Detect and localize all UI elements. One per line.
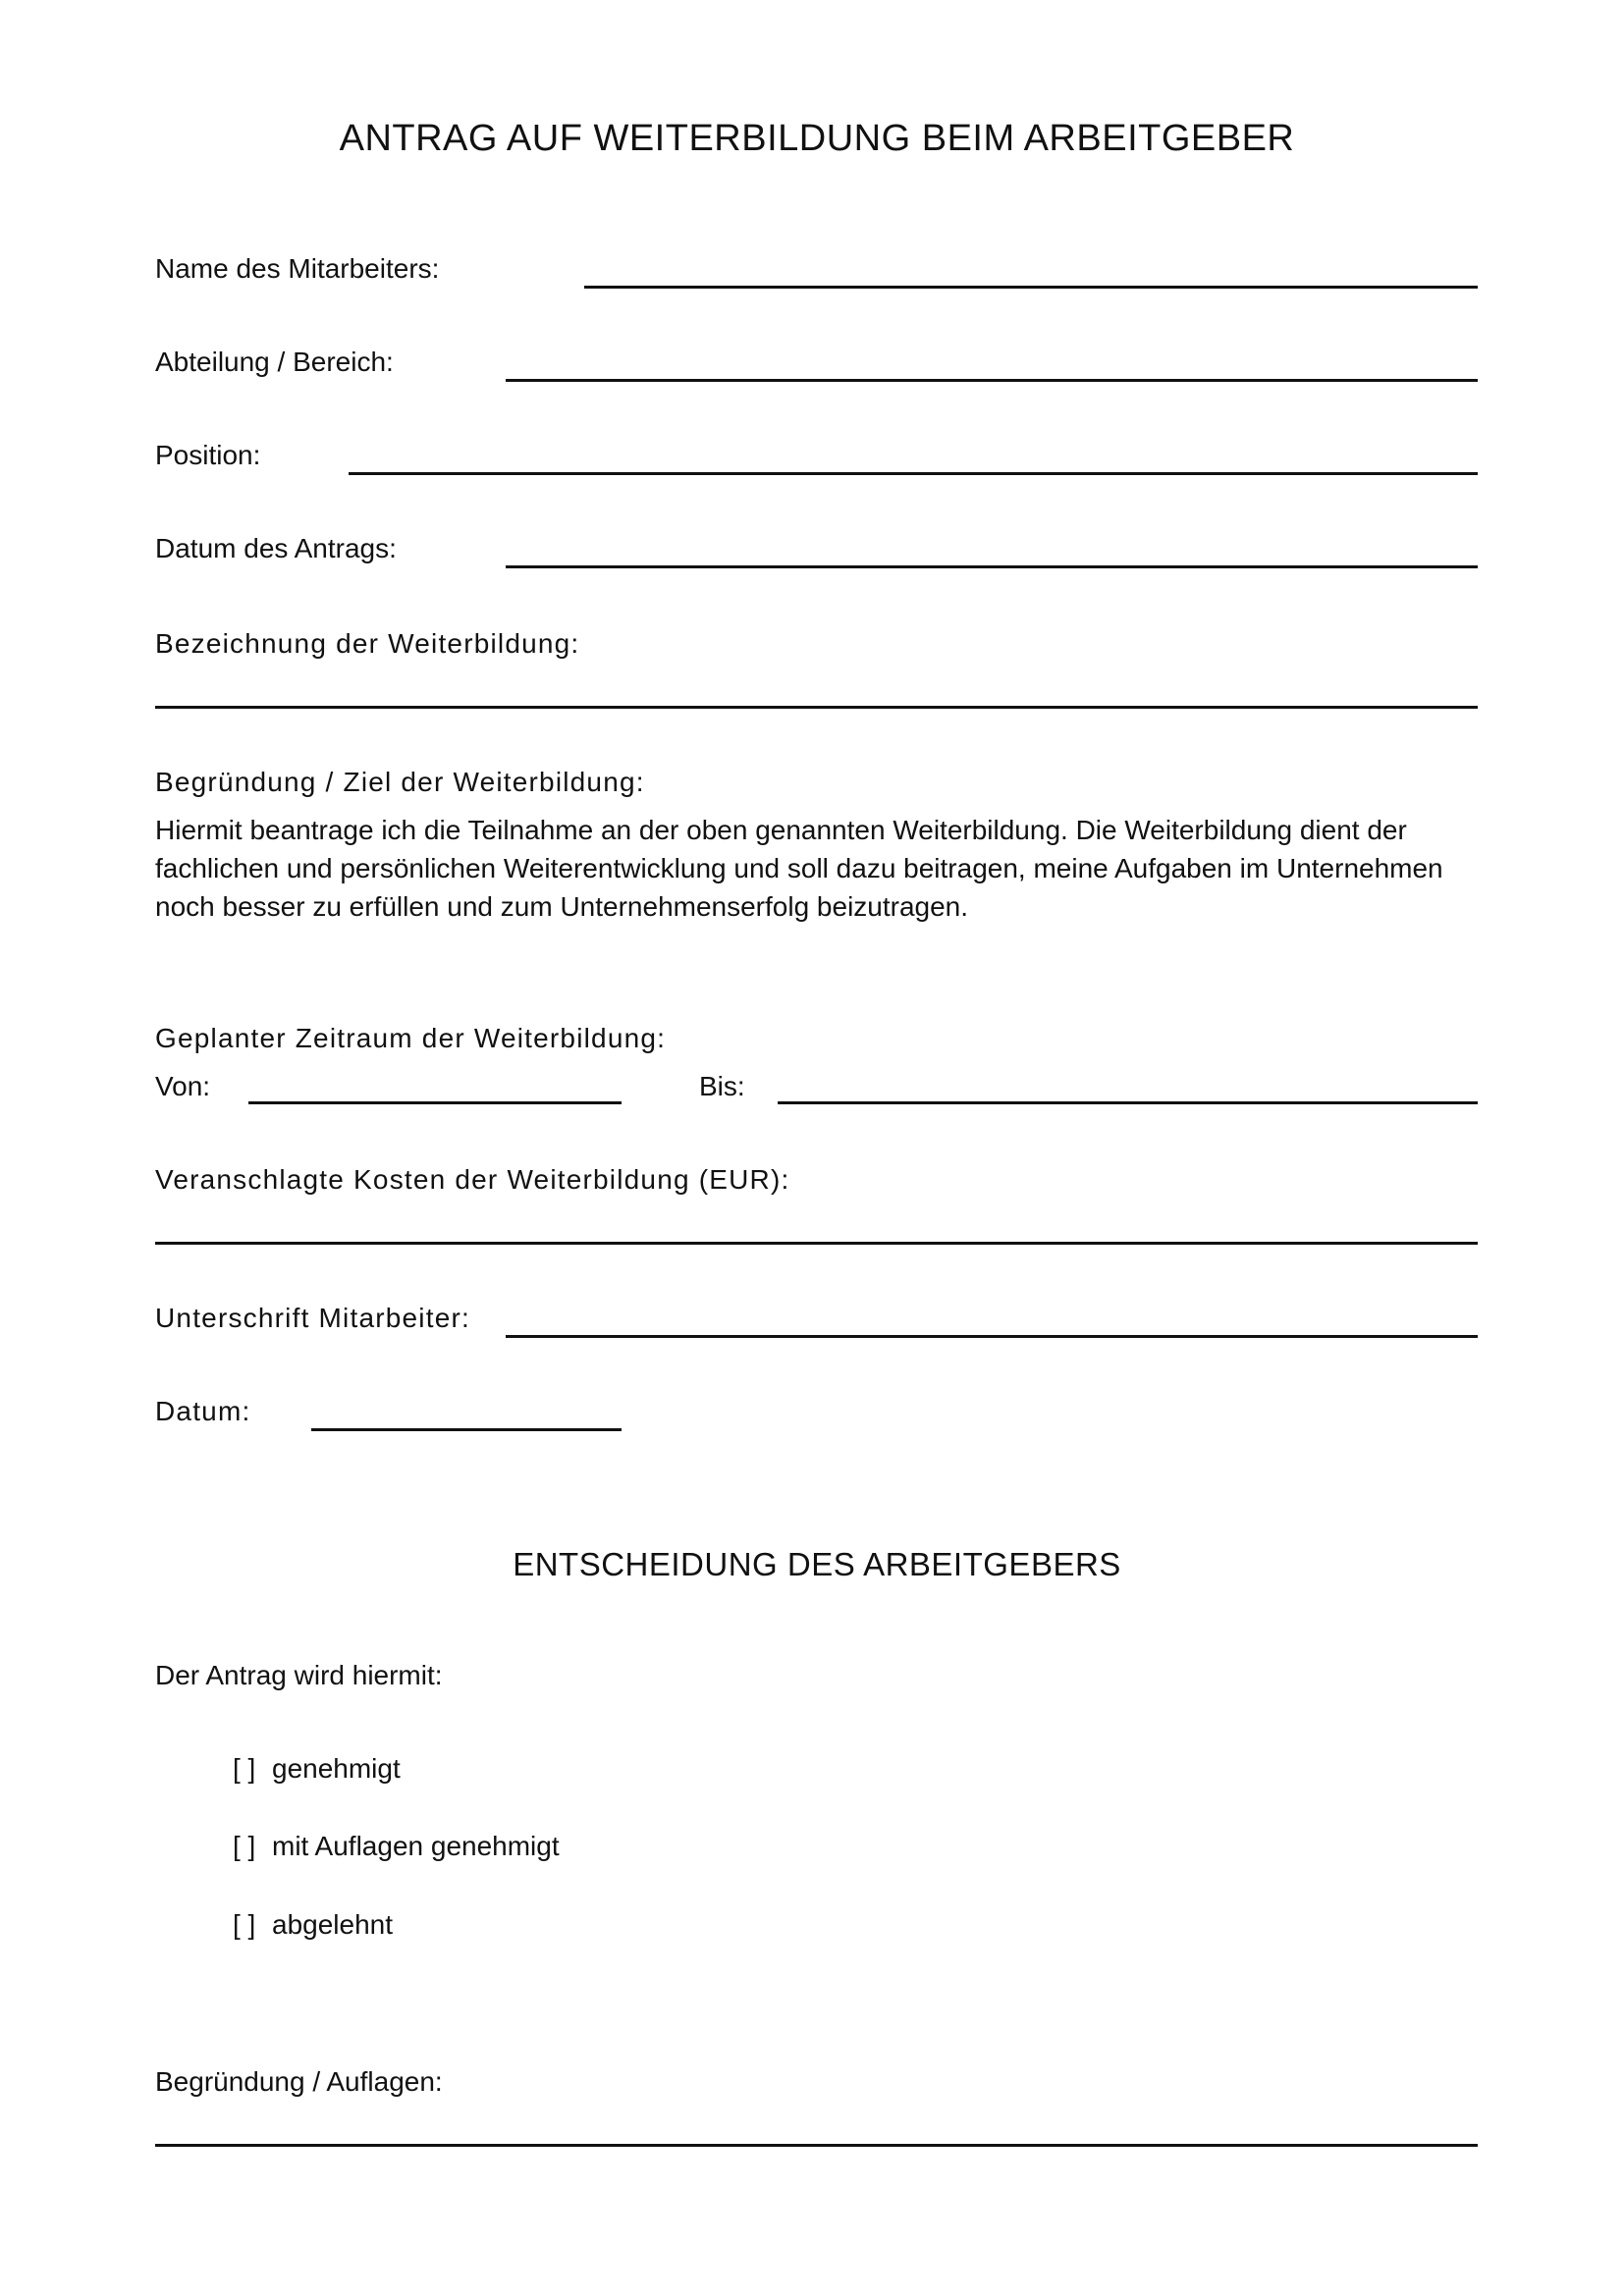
employee-name-label: Name des Mitarbeiters:	[155, 253, 440, 284]
option-approved[interactable]	[233, 1753, 401, 1785]
position-label: Position:	[155, 440, 261, 470]
conditions-label: Begründung / Auflagen:	[155, 2066, 443, 2097]
date-line[interactable]	[311, 1428, 622, 1431]
form-title: ANTRAG AUF WEITERBILDUNG BEIM ARBEITGEBER	[339, 118, 1295, 159]
department-line[interactable]	[506, 379, 1478, 382]
option-approved-label: genehmigt	[272, 1753, 401, 1784]
employee-signature-label: Unterschrift Mitarbeiter:	[155, 1303, 470, 1333]
checkbox[interactable]: [ ]	[233, 1753, 256, 1784]
application-date-line[interactable]	[506, 565, 1478, 568]
conditions-line[interactable]	[155, 2144, 1478, 2147]
cost-line[interactable]	[155, 1242, 1478, 1245]
training-title-label: Bezeichnung der Weiterbildung:	[155, 628, 580, 659]
application-date-label: Datum des Antrags:	[155, 533, 397, 563]
position-line[interactable]	[349, 472, 1478, 475]
checkbox[interactable]: [ ]	[233, 1831, 256, 1861]
cost-label: Veranschlagte Kosten der Weiterbildung (EUR):	[155, 1164, 790, 1195]
period-label: Geplanter Zeitraum der Weiterbildung:	[155, 1023, 667, 1053]
department-label: Abteilung / Bereich:	[155, 347, 394, 377]
decision-intro: Der Antrag wird hiermit:	[155, 1660, 443, 1690]
option-approved-with-conditions[interactable]	[233, 1831, 560, 1862]
training-title-line[interactable]	[155, 706, 1478, 709]
reason-goal-label: Begründung / Ziel der Weiterbildung:	[155, 767, 645, 797]
reason-text: Hiermit beantrage ich die Teilnahme an der oben genannten Weiterbildung. Die Weiterbildung dient der fachlichen und persönlichen Weiterentwicklung und soll dazu beitragen, meine Aufgaben im Unternehmen noch besser zu erfüllen und zum Unternehmenserfolg beizutragen.	[155, 815, 1443, 922]
option-approved-with-conditions-label: mit Auflagen genehmigt	[272, 1831, 560, 1861]
date-label: Datum:	[155, 1396, 251, 1426]
to-label: Bis:	[699, 1071, 745, 1101]
option-rejected-label: abgelehnt	[272, 1909, 394, 1940]
employee-signature-line[interactable]	[506, 1335, 1478, 1338]
checkbox[interactable]: [ ]	[233, 1909, 256, 1940]
decision-heading: ENTSCHEIDUNG DES ARBEITGEBERS	[513, 1546, 1121, 1582]
from-date-line[interactable]	[248, 1101, 622, 1104]
from-label: Von:	[155, 1071, 211, 1101]
employee-name-line[interactable]	[584, 286, 1478, 289]
to-date-line[interactable]	[778, 1101, 1478, 1104]
option-rejected[interactable]	[233, 1909, 393, 1941]
